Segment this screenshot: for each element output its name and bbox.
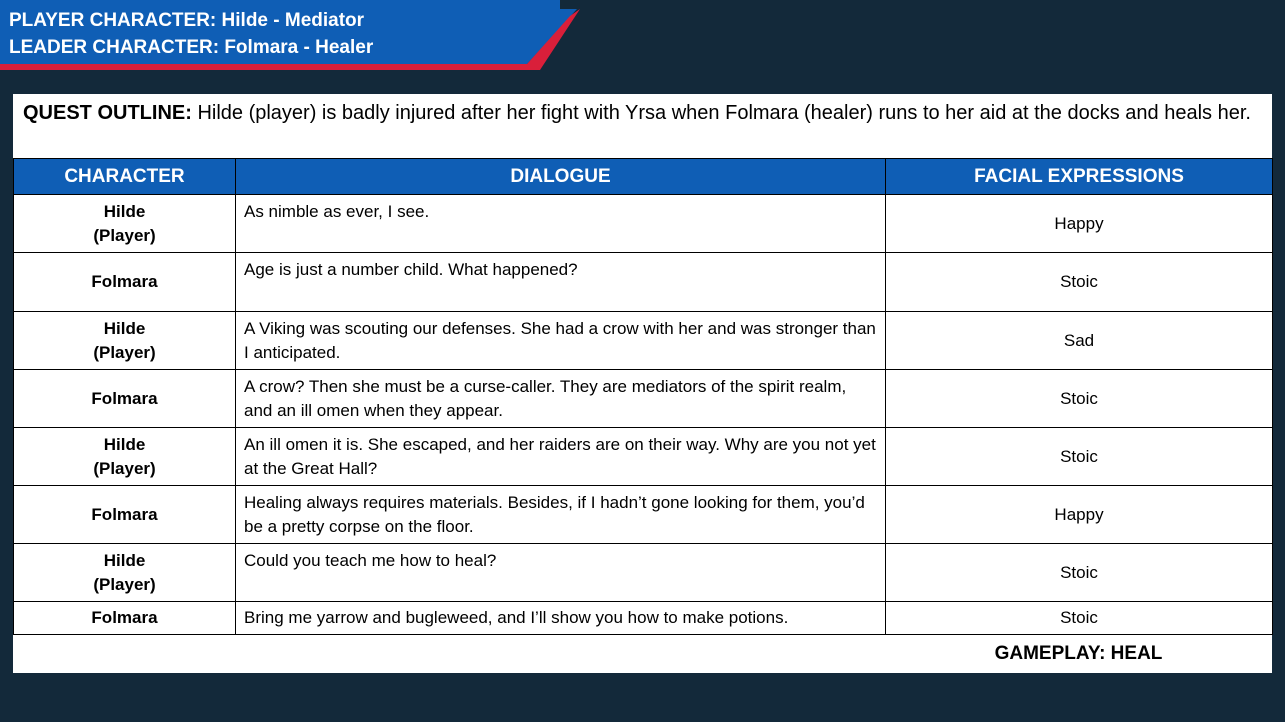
gameplay-label: GAMEPLAY: HEAL: [994, 643, 1163, 664]
table-row: [14, 370, 1273, 428]
expression-cell: Stoic: [886, 428, 1273, 486]
table-row: [14, 312, 1273, 370]
character-cell: [14, 195, 236, 253]
column-header-facial-expressions: FACIAL EXPRESSIONS: [886, 159, 1273, 195]
player-character-line: PLAYER CHARACTER: Hilde - Mediator: [9, 10, 365, 31]
leader-character-line: LEADER CHARACTER: Folmara - Healer: [9, 37, 374, 58]
table-header-row: [14, 159, 1273, 195]
column-header-dialogue: DIALOGUE: [236, 159, 886, 195]
gameplay-footer: [13, 635, 1272, 673]
dialogue-cell: Healing always requires materials. Besides, if I hadn’t gone looking for them, you’d be a pretty corpse on the floor.: [236, 486, 886, 544]
character-name: Folmara: [91, 272, 158, 291]
dialogue-cell: Age is just a number child. What happened?: [236, 253, 886, 312]
table-row: [14, 544, 1273, 602]
character-cell: [14, 544, 236, 602]
table-row: [14, 253, 1273, 312]
character-cell: [14, 428, 236, 486]
character-name: Folmara: [91, 608, 158, 627]
character-name: Hilde: [103, 201, 146, 221]
character-name: Hilde: [103, 434, 146, 454]
dialogue-cell: An ill omen it is. She escaped, and her raiders are on their way. Why are you not yet at the Great Hall?: [236, 428, 886, 486]
character-name: Hilde: [103, 550, 146, 570]
character-name: Folmara: [91, 504, 158, 524]
character-role: (Player): [93, 458, 156, 478]
expression-cell: Happy: [886, 195, 1273, 253]
expression-cell: Happy: [886, 486, 1273, 544]
dialogue-cell: As nimble as ever, I see.: [236, 195, 886, 253]
dialogue-cell: Could you teach me how to heal?: [236, 544, 886, 602]
banner-text: [9, 7, 373, 61]
character-cell: [14, 486, 236, 544]
quest-outline-text: Hilde (player) is badly injured after her fight with Yrsa when Folmara (healer) runs to her aid at the docks and heals her.: [191, 102, 1251, 124]
character-name: Folmara: [91, 388, 158, 408]
expression-cell: Stoic: [886, 253, 1273, 312]
dialogue-cell: A crow? Then she must be a curse-caller. They are mediators of the spirit realm, and an ill omen when they appear.: [236, 370, 886, 428]
table-row: [14, 195, 1273, 253]
character-role: (Player): [93, 225, 156, 245]
table-row: [14, 486, 1273, 544]
column-header-character: CHARACTER: [14, 159, 236, 195]
table-row: [14, 602, 1273, 635]
character-name: Hilde: [103, 318, 146, 338]
expression-cell: Sad: [886, 312, 1273, 370]
expression-cell: Stoic: [886, 544, 1273, 602]
dialogue-cell: A Viking was scouting our defenses. She had a crow with her and was stronger than I anticipated.: [236, 312, 886, 370]
character-cell: [14, 312, 236, 370]
expression-cell: Stoic: [886, 602, 1273, 635]
dialogue-sheet: [13, 94, 1272, 673]
character-cell: [14, 253, 236, 312]
table-row: [14, 428, 1273, 486]
character-cell: [14, 370, 236, 428]
quest-outline-label: QUEST OUTLINE:: [23, 102, 192, 124]
dialogue-table: [13, 158, 1273, 635]
character-cell: [14, 602, 236, 635]
character-role: (Player): [93, 342, 156, 362]
header-banner: [0, 0, 600, 72]
character-role: (Player): [93, 574, 156, 594]
expression-cell: Stoic: [886, 370, 1273, 428]
dialogue-cell: Bring me yarrow and bugleweed, and I’ll show you how to make potions.: [236, 602, 886, 635]
quest-outline: [13, 94, 1272, 158]
